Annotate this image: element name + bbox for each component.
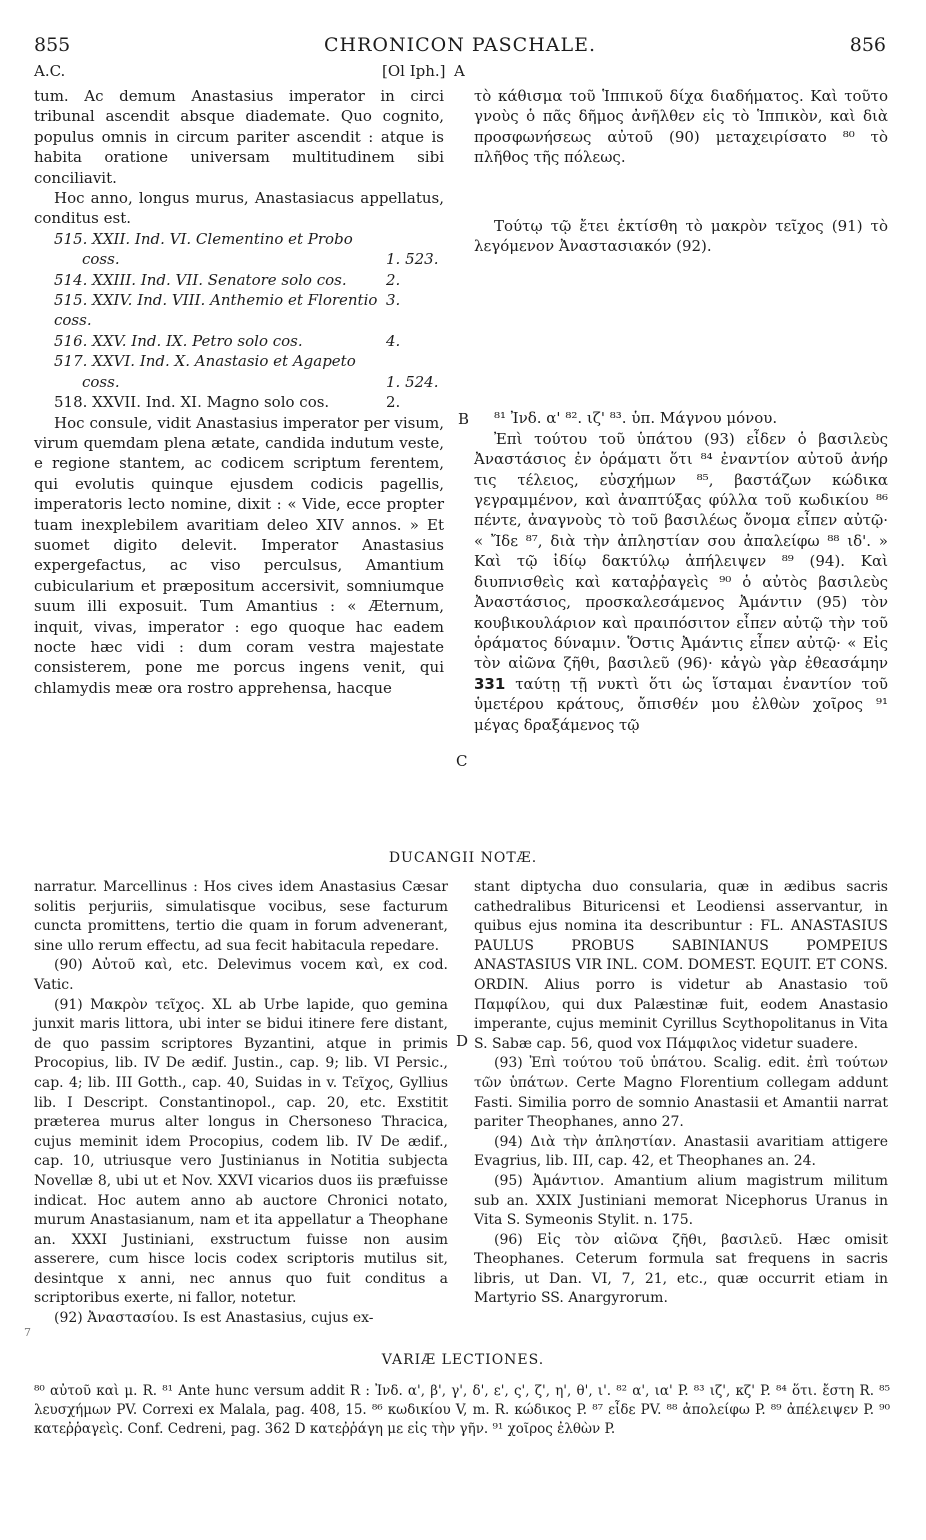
note-95: (95) Ἀμάντιον. Amantium alium magistrum militum sub an. XXIX Justiniani memorat Nicephorus Uranus in Vita S. Symeonis Stylit. n. 175. bbox=[474, 1172, 888, 1229]
year-row: 517. XXVI. Ind. X. Anastasio et Agapeto bbox=[54, 352, 356, 371]
note-93: (93) Ἐπὶ τούτου τοῦ ὑπάτου. Scalig. edit. ἐπὶ τούτων τῶν ὑπάτων. Certe Magno Florentium collegam addunt Fasti. Similia porro de somnio Anastasii et Amantii narrat pariter Theophanes, anno 27. bbox=[474, 1055, 888, 1131]
notes-left-column bbox=[34, 878, 448, 1329]
latin-column bbox=[34, 86, 444, 698]
variant-readings-heading: VARIÆ LECTIONES. bbox=[381, 1352, 545, 1368]
running-title: CHRONICON PASCHALE. bbox=[323, 34, 597, 56]
year-row: coss. 1. 523. bbox=[82, 250, 439, 269]
year-row: 515. XXII. Ind. VI. Clementino et Probo bbox=[54, 229, 353, 248]
note-92: (92) Ἀναστασίου. Is est Anastasius, cujus ex- bbox=[54, 1310, 374, 1327]
note-92-continuation: stant diptycha duo consularia, quæ in ædibus sacris cathedralibus Bituricensi et Leodiensi asservantur, in quibus ejus nomina ita describuntur : FL. ANASTASIUS PAULUS PROBUS SABINIANUS POMPEIUS ANASTASIUS VIR INL. COM. DOMEST. EQUIT. ET CONS. ORDIN. Alius porro is videtur ab Anastasio τοῦ Παμφίλου, qui dux Palæstinæ fuit, eodem Anastasio imperante, cujus meminit Cyrillus Scythopolitanus in Vita S. Sabæ cap. 56, quod vox Πάμφιλος videtur suadere. bbox=[474, 879, 888, 1052]
year-row: 518. XXVII. Ind. XI. Magno solo cos. 2. bbox=[54, 393, 401, 412]
olympiad-label: [Ol Iph.] bbox=[382, 62, 446, 80]
latin-paragraph-1: tum. Ac demum Anastasius imperator in circi tribunal ascendit absque diademate. Quo cognito, populus omnis in circum pariter ascendit : atque is habita oratione universam multitudinem sibi conciliavit. bbox=[34, 87, 444, 187]
year-row: 515. XXIV. Ind. VIII. Anthemio et Florentio coss. 3. bbox=[54, 291, 401, 330]
page-number-right: 856 bbox=[849, 34, 886, 56]
year-row: 514. XXIII. Ind. VII. Senatore solo cos. 2. bbox=[54, 270, 401, 289]
margin-letter-a: A bbox=[454, 62, 465, 80]
greek-paragraph-1: τὸ κάθισμα τοῦ Ἱππικοῦ δίχα διαδήματος. Καὶ τοῦτο γνοὺς ὁ πᾶς δῆμος ἀνῆλθεν εἰς τὸ Ἱππικὸν, καὶ διὰ προσφωνήσεως αὐτοῦ (90) μεταχειρίσατο ⁸⁰ τὸ πλῆθος τῆς πόλεως. bbox=[474, 87, 888, 167]
greek-paragraph-4: Ἐπὶ τούτου τοῦ ὑπάτου (93) εἶδεν ὁ βασιλεὺς Ἀναστάσιος ἐν ὁράματι ὅτι ⁸⁴ ἐναντίον αὐτοῦ ἀνήρ τις τέλειος, εὐσχήμων ⁸⁵, βαστάζων κώδικα γεγραμμένον, καὶ ἀναπτύξας φύλλα τοῦ κωδικίου ⁸⁶ πέντε, ἀναγνοὺς τὸ τοῦ βασιλέως ὄνομα εἶπεν αὐτῷ· « Ἴδε ⁸⁷, διὰ τὴν ἀπληστίαν σου ἀπαλείφω ⁸⁸ ιδ'. » Καὶ τῷ ἰδίῳ δακτύλῳ ἀπήλειψεν ⁸⁹ (94). Καὶ διυπνισθεὶς καὶ καταῤῥαγεὶς ⁹⁰ ὁ αὐτὸς βασιλεὺς Ἀναστάσιος, προσκαλεσάμενος Ἀμάντιν (95) τὸν κουβικουλάριον καὶ πραιπόσιτον εἶπεν αὐτῷ τὴν τοῦ ὁράματος δύναμιν. Ὅστις Ἀμάντις εἶπεν αὐτῷ· « Εἰς τὸν αἰῶνα ζῆθι, βασιλεῦ (96)· κἀγὼ γὰρ ἐθεασάμην 331 ταύτῃ τῇ νυκτὶ ὅτι ὡς ἵσταμαι ἐναντίον τοῦ ὑμετέρου κράτους, ὄπισθέν μου ἐλθὼν χοῖρος ⁹¹ μέγας δραξάμενος τῷ bbox=[474, 429, 888, 734]
note-continuation: narratur. Marcellinus : Hos cives idem Anastasius Cæsar solitis perjuriis, simulatisque vocibus, sese facturum cuncta promittens, tertio die quam in forum advenerant, sine ullo rerum effectu, ad sua fecit habitacula repedare. bbox=[34, 879, 448, 954]
note-96: (96) Εἰς τὸν αἰῶνα ζῆθι, βασιλεῦ. Hæc omisit Theophanes. Ceterum formula sat frequens in sacris libris, ut Dan. VI, 7, 21, etc., quæ occurrit etiam in Martyrio SS. Anargyrorum. bbox=[474, 1231, 888, 1307]
variant-readings: ⁸⁰ αὐτοῦ καὶ μ. R. ⁸¹ Ante hunc versum addit R : Ἰνδ. α', β', γ', δ', ε', ς', ζ', η', θ', ι'. ⁸² α', ια' P. ⁸³ ιζ', κζ' P. ⁸⁴ ὅτι. ἔστη R. ⁸⁵ λευσχήμων PV. Correxi ex Malala, pag. 408, 15. ⁸⁶ κωδικίου V, m. R. κώδικος P. ⁸⁷ εἶδε PV. ⁸⁸ ἀπολείφω P. ⁸⁹ ἀπέλειψεν P. ⁹⁰ κατεῤῥαγεὶς. Conf. Cedreni, pag. 362 D κατεῤῥάγη με εἰς τὴν γῆν. ⁹¹ χοῖρος ἐλθὼν P. bbox=[34, 1383, 890, 1437]
running-header bbox=[34, 34, 886, 60]
note-94: (94) Διὰ τὴν ἀπληστίαν. Anastasii avaritiam attigere Evagrius, lib. III, cap. 42, et Theophanes an. 24. bbox=[474, 1133, 888, 1170]
page-number-left: 855 bbox=[34, 34, 71, 56]
era-label: A.C. bbox=[34, 62, 66, 80]
notes-heading: DUCANGII NOTÆ. bbox=[388, 850, 538, 866]
stray-mark: 7 bbox=[24, 1326, 31, 1339]
greek-column bbox=[474, 86, 888, 735]
latin-paragraph-3: Hoc consule, vidit Anastasius imperator per visum, virum quemdam plena ætate, candida indutum veste, e regione stantem, ac codicem scriptum ferentem, qui evolutis quinque ejusdem codicis pagellis, imperatoris lecto nomine, dixit : « Vide, ecce propter tuam inexplebilem avaritiam deleo XIV annos. » Et suomet digito delevit. Imperator Anastasius expergefactus, ac viso perculsus, Amantium cubicularium et præpositum accersivit, somniumque suum illi exposuit. Tum Amantius : « Æternum, inquit, vivas, imperator : ego quoque hac eadem nocte hæc vidi : dum coram vestra majestate consisterem, pone me porcus ingens venit, qui chlamydis meæ ora rostro apprehensa, hacque bbox=[34, 413, 444, 697]
column-number-marker: 331 bbox=[474, 674, 506, 693]
year-row: 516. XXV. Ind. IX. Petro solo cos. 4. bbox=[54, 331, 401, 350]
margin-letter-d: D bbox=[456, 1032, 469, 1050]
greek-paragraph-2: Τούτῳ τῷ ἔτει ἐκτίσθη τὸ μακρὸν τεῖχος (91) τὸ λεγόμενον Ἀναστασιακόν (92). bbox=[474, 216, 888, 256]
margin-letter-c: C bbox=[456, 752, 468, 770]
year-row: coss. 1. 524. bbox=[82, 372, 439, 391]
note-90: (90) Αὐτοῦ καὶ, etc. Delevimus vocem καὶ, ex cod. Vatic. bbox=[34, 957, 448, 993]
latin-paragraph-2: Hoc anno, longus murus, Anastasiacus appellatus, conditus est. bbox=[34, 189, 444, 228]
notes-right-column bbox=[474, 878, 888, 1309]
margin-letter-b: B bbox=[458, 410, 470, 428]
note-91: (91) Μακρὸν τεῖχος. XL ab Urbe lapide, quo gemina junxit maris littora, ubi inter se bidui itinere fere distant, de quo passim scriptores Byzantini, atque in primis Procopius, lib. IV De ædif. Justin., cap. 9; lib. VI Persic., cap. 4; lib. III Gotth., cap. 40, Suidas in v. Τεῖχος, Gyllius lib. I Descript. Constantinopol., cap. 20, etc. Exstitit præterea murus alter longus in Chersoneso Thracica, cujus meminit idem Procopius, codem lib. IV De ædif., cap. 10, utriusque vero Justinianus in Notitia subjecta Novellæ 8, ubi ut et Nov. XXVI vicarios duos iis præfuisse indicat. Hoc autem anno ab auctore Chronici notato, murum Anastasianum, nam et ita appellatur a Theophane an. XXXI Justiniani, exstructum fuisse non ausim asserere, cum hisce locis codex scriptoris mutilus sit, desintque x anni, nec annus quo fuit conditus a scriptoribus exerte, ni fallor, notetur. bbox=[34, 996, 448, 1307]
consular-years-list bbox=[34, 229, 444, 413]
greek-paragraph-3: ⁸¹ Ἰνδ. α' ⁸². ιζ' ⁸³. ὑπ. Μάγνου μόνου. bbox=[494, 409, 778, 428]
